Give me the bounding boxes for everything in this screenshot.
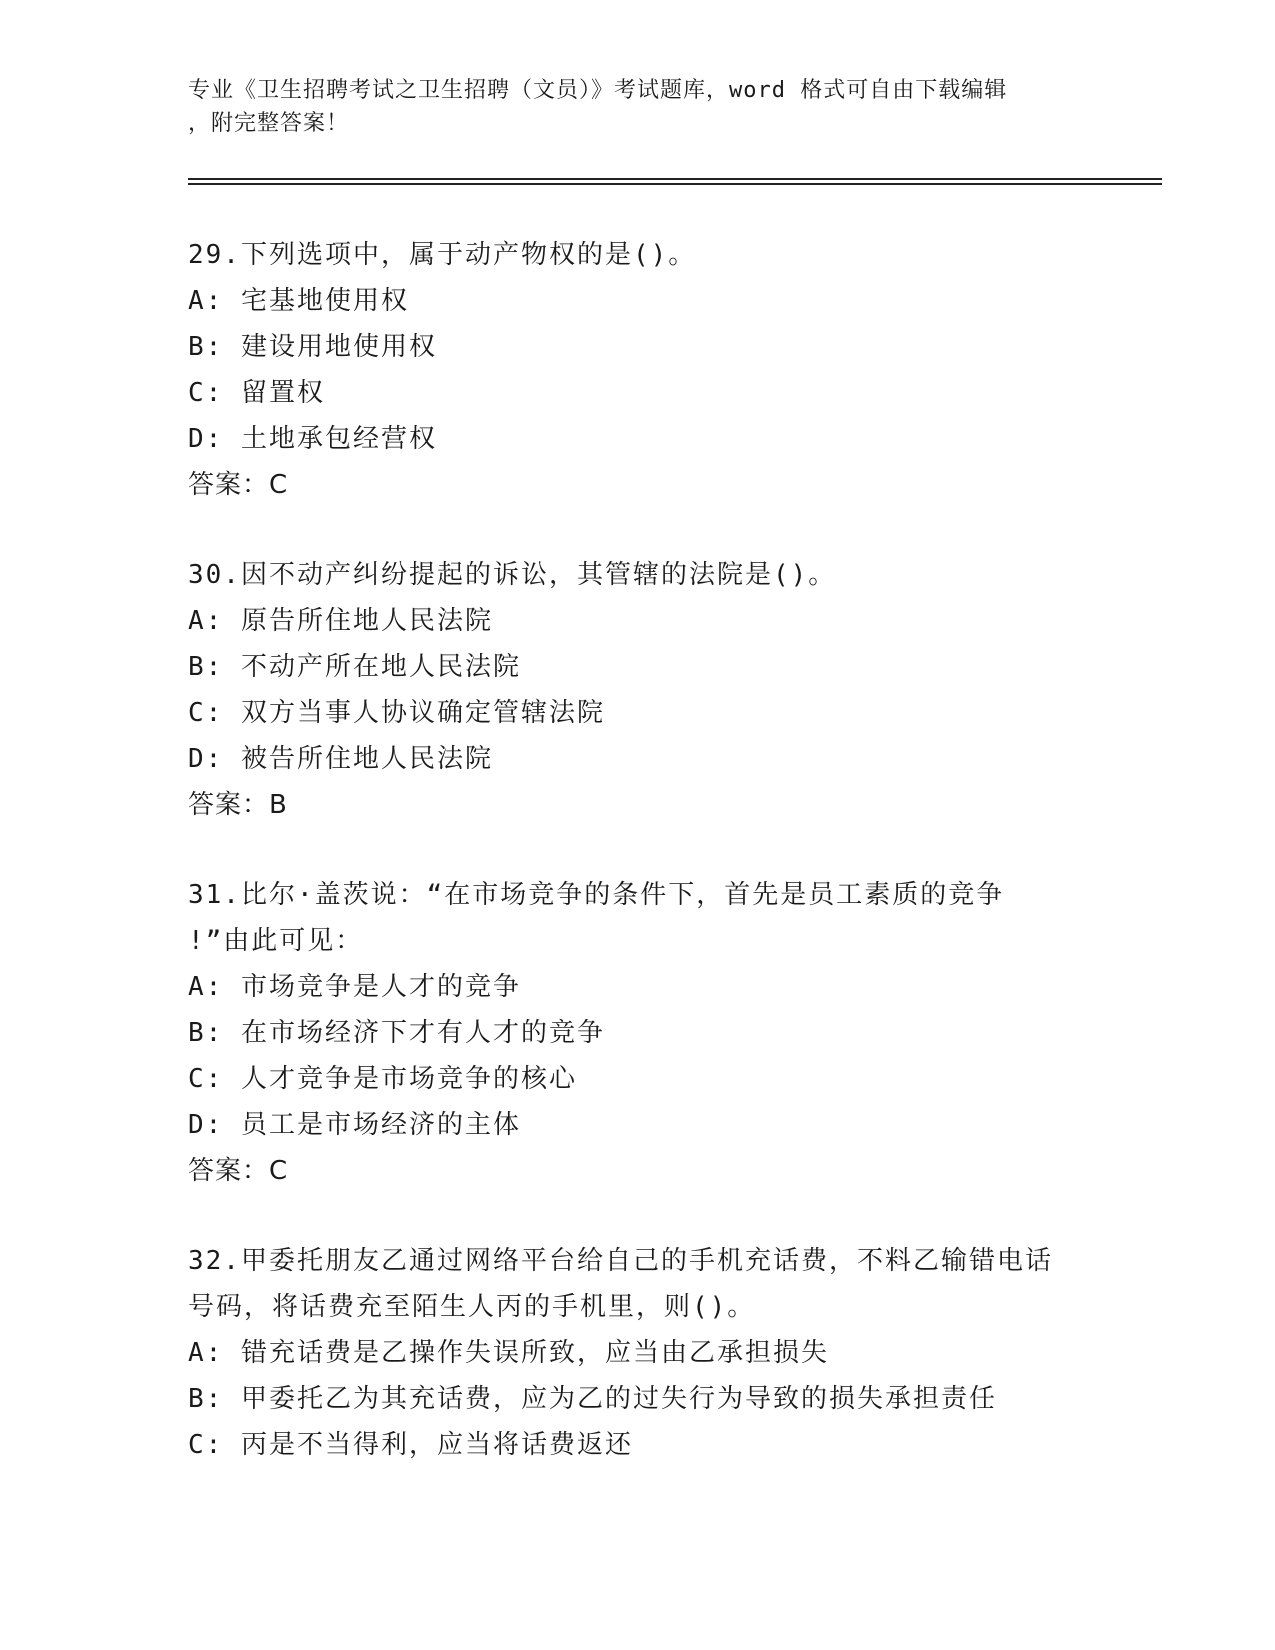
question-stem-continued: 号码，将话费充至陌生人丙的手机里，则()。 [188,1292,756,1322]
header-divider-bottom [188,183,1162,185]
question-29 [188,232,1138,508]
header-divider-top [188,178,1162,180]
header-line-2: ，附完整答案！ [188,111,350,136]
option-b: B: 不动产所在地人民法院 [188,652,521,682]
question-stem: 30.因不动产纠纷提起的诉讼，其管辖的法院是()。 [188,560,837,590]
document-header [188,74,1088,140]
header-line-1: 专业《卫生招聘考试之卫生招聘（文员）》考试题库，word 格式可自由下载编辑 [188,78,1008,103]
option-d: D: 被告所住地人民法院 [188,744,493,774]
option-c: C: 留置权 [188,378,325,408]
question-list [188,232,1138,1512]
answer: 答案：B [188,790,288,820]
question-stem-continued: !”由此可见： [188,926,364,956]
question-stem: 29.下列选项中，属于动产物权的是()。 [188,240,697,270]
option-a: A: 市场竞争是人才的竞争 [188,972,521,1002]
option-b: B: 甲委托乙为其充话费，应为乙的过失行为导致的损失承担责任 [188,1384,997,1414]
option-d: D: 土地承包经营权 [188,424,437,454]
answer: 答案：C [188,1156,289,1186]
option-d: D: 员工是市场经济的主体 [188,1110,521,1140]
option-a: A: 错充话费是乙操作失误所致，应当由乙承担损失 [188,1338,829,1368]
question-stem: 32.甲委托朋友乙通过网络平台给自己的手机充话费，不料乙输错电话 [188,1246,1053,1276]
question-stem: 31.比尔·盖茨说：“在市场竞争的条件下，首先是员工素质的竞争 [188,880,1005,910]
option-a: A: 宅基地使用权 [188,286,409,316]
option-c: C: 人才竞争是市场竞争的核心 [188,1064,577,1094]
option-b: B: 建设用地使用权 [188,332,437,362]
option-b: B: 在市场经济下才有人才的竞争 [188,1018,605,1048]
question-31 [188,872,1138,1194]
question-32 [188,1238,1138,1468]
option-a: A: 原告所住地人民法院 [188,606,493,636]
option-c: C: 双方当事人协议确定管辖法院 [188,698,605,728]
answer: 答案：C [188,470,289,500]
question-30 [188,552,1138,828]
option-c: C: 丙是不当得利，应当将话费返还 [188,1430,633,1460]
